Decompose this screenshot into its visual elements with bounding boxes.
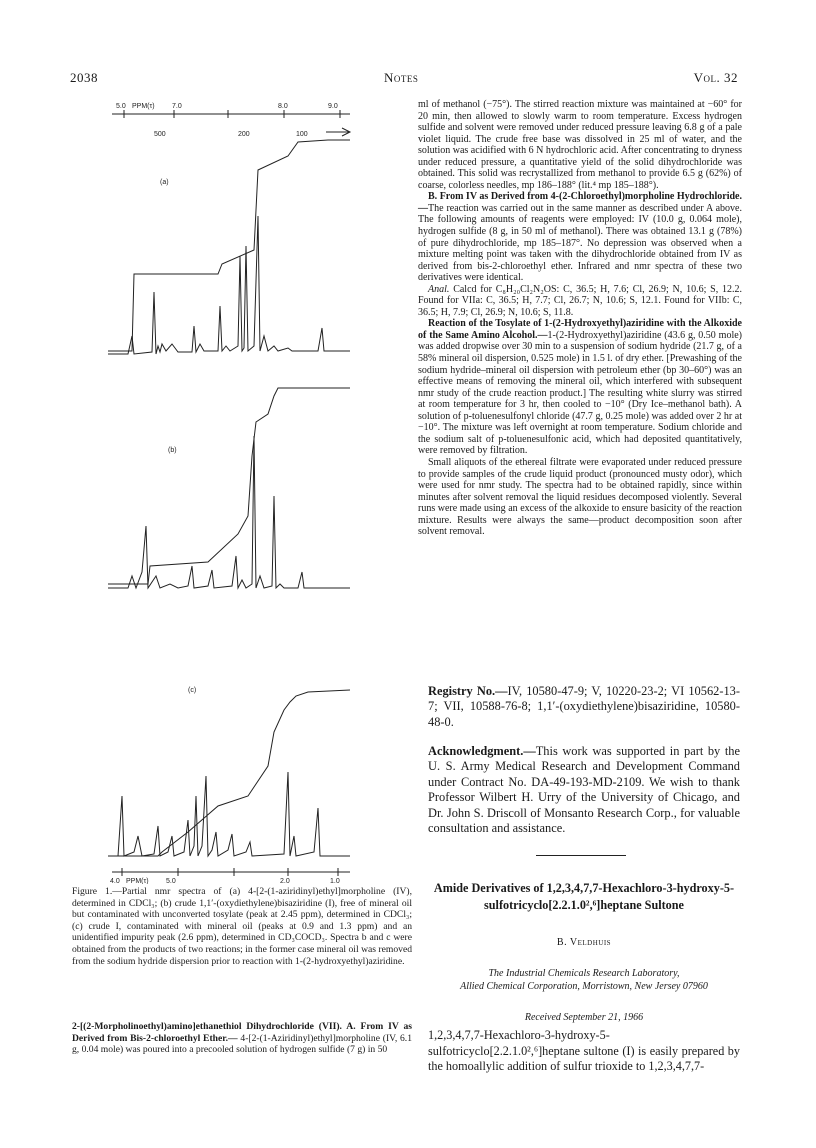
section-text: 4-[2-(1-Aziridinyl)ethyl]morpholine (IV, 6.1 g, 0.04 mole) was poured into a precooled solution of hydrogen sulfide (7 g) in 50 bbox=[72, 1032, 412, 1056]
acknowledgment bbox=[428, 744, 740, 836]
axis-a-offset-1: 200 bbox=[238, 131, 250, 138]
section-heading: 2-[(2-Morpholinoethyl)amino]ethanethiol Dihydrochloride (VII). A. From IV as Derived from Bis-2-chloroethyl Ether.— bbox=[72, 1021, 412, 1044]
axis-c-tick-0: 4.0 bbox=[110, 878, 120, 884]
registry-text: IV, 10580-47-9; V, 10220-23-2; VI 10562-13-7; VII, 10588-76-8; 1,1′-(oxydiethylene)bisaziridine, 10580-48-0. bbox=[428, 684, 740, 729]
received-date: Received September 21, 1966 bbox=[524, 1012, 644, 1023]
article-title: Amide Derivatives of 1,2,3,4,7,7-Hexachloro-3-hydroxy-5-sulfotricyclo[2.2.1.0²,⁶]heptane Sultone bbox=[433, 881, 735, 912]
paragraph-3 bbox=[418, 284, 742, 319]
spectrum-c bbox=[108, 772, 350, 856]
paragraph-5: Small aliquots of the ethereal filtrate were evaporated under reduced pressure to provide samples of the crude liquid product (pronounced musty odor), which were used for nmr study. The spectra had to be obtained rapidly, since within minutes after solvent removal the liquid residues decomposed violently. Several runs were made using an excess of the alkoxide to ensure basicity of the reaction mixture. Results were always the same—product decomposition soon after solvent removal. bbox=[418, 456, 742, 538]
paragraph-2 bbox=[418, 191, 742, 283]
axis-c-tick-4: 1.0 bbox=[330, 878, 340, 884]
registry-label: Registry No.— bbox=[428, 684, 508, 698]
integral-a bbox=[108, 140, 350, 351]
axis-a-tick-3: 8.0 bbox=[278, 103, 288, 110]
nmr-spectra-svg bbox=[88, 96, 388, 884]
panel-label-b: (b) bbox=[168, 447, 177, 454]
nmr-spectra-figure bbox=[88, 96, 388, 884]
acknowledgment-label: Acknowledgment.— bbox=[428, 744, 536, 758]
section-divider bbox=[536, 855, 626, 856]
paragraph-4-heading: Reaction of the Tosylate of 1-(2-Hydroxyethyl)aziridine with the Alkoxide of the Same Amino Alcohol.— bbox=[418, 318, 742, 341]
volume-label: Vol. 32 bbox=[693, 70, 738, 85]
axis-c-tick-2: 5.0 bbox=[166, 878, 176, 884]
anal-text: Calcd for C₈H₂₀Cl₂N₂OS: C, 36.5; H, 7.6; Cl, 26.9; N, 10.6; S, 12.2. Found for VIIa: C, 36.5; H, 7.7; Cl, 26.7; N, 10.6; S, 12.1. Found for VIIb: C, 36.5; H, 7.9; Cl, 26.9; N, 10.6; S, 11.8. bbox=[418, 283, 742, 318]
article-abstract: 1,2,3,4,7,7-Hexachloro-3-hydroxy-5-sulfotricyclo[2.2.1.0²,⁶]heptane sultone (I) is easily prepared by the homoallylic addition of sulfur trioxide to 1,2,3,4,7,7- bbox=[428, 1028, 740, 1074]
axis-a-tick-2: 7.0 bbox=[172, 103, 182, 110]
axis-a-offset-2: 100 bbox=[296, 131, 308, 138]
paragraph-4-text: 1-(2-Hydroxyethyl)aziridine (43.6 g, 0.50 mole) was added dropwise over 30 min to a suspension of sodium hydride (21.7 g, of a 58% mineral oil dispersion, 0.525 mole) in 1.5 l. of dry ether. [Prewashing of the sodium hydride–mineral oil dispersion with petroleum ether (bp 30–60°) was an effective means of removing the mineral oil, which interfered with subsequent nmr study of the crude reaction product.] The resulting white slurry was stirred at room temperature for 3 hr, then cooled to −10° (Dry Ice–methanol bath). A solution of p-toluenesulfonyl chloride (47.7 g, 0.25 mole) was added over 2 hr at −10°. The mixture was left overnight at room temperature. Sodium chloride and the sodium salt of p-toluenesulfonic acid, which had deposited quantitatively, were removed by filtration. bbox=[418, 329, 742, 457]
panel-label-c: (c) bbox=[188, 687, 197, 694]
paragraph-2-heading: B. From IV as Derived from 4-(2-Chloroethyl)morpholine Hydrochloride.— bbox=[418, 191, 742, 214]
journal-section: Notes bbox=[384, 70, 419, 85]
axis-a-tick-1: PPM(τ) bbox=[132, 103, 155, 110]
axis-a-tick-4: 9.0 bbox=[328, 103, 338, 110]
paragraph-4 bbox=[418, 318, 742, 457]
paragraph-2-text: The reaction was carried out in the same manner as described under A above. The following amounts of reagents were employed: IV (10.0 g, 0.064 mole), hydrogen sulfide (8 g, in 50 ml of methanol). There was obtained 13.1 g (78%) of pure dihydrochloride, mp 185–187°. No depression was observed when a mixture melting point was taken with the dihydrochloride obtained from IV as derived from bis-2-chloroethyl ether. Infrared and nmr spectra of these two derivatives were identical. bbox=[418, 202, 742, 284]
article-author: B. Veldhuis bbox=[556, 937, 612, 948]
acknowledgment-text: This work was supported in part by the U. S. Army Medical Research and Development Command under Contract No. DA-49-193-MD-2109. We wish to thank Professor Wilbert H. Urry of the University of Chicago, and Dr. John S. Driscoll of Monsanto Research Corp., for valuable consultation and assistance. bbox=[428, 744, 740, 836]
spectrum-a bbox=[108, 216, 350, 354]
axis-a-tick-0: 5.0 bbox=[116, 103, 126, 110]
affiliation-line-1: The Industrial Chemicals Research Laboratory, bbox=[488, 968, 680, 979]
registry-numbers bbox=[428, 684, 740, 730]
integral-c bbox=[108, 690, 350, 856]
spectrum-b bbox=[108, 436, 350, 588]
affiliation-line-2: Allied Chemical Corporation, Morristown, New Jersey 07960 bbox=[460, 981, 708, 992]
anal-label: Anal. bbox=[428, 283, 450, 295]
axis-a-offset-0: 500 bbox=[154, 131, 166, 138]
panel-label-a: (a) bbox=[160, 179, 169, 186]
left-section bbox=[72, 1021, 412, 1056]
axis-c-tick-3: 2.0 bbox=[280, 878, 290, 884]
axis-c-tick-1: PPM(τ) bbox=[126, 878, 149, 884]
page-number: 2038 bbox=[70, 70, 98, 85]
integral-b bbox=[108, 388, 350, 584]
right-column bbox=[418, 99, 742, 538]
article-affiliation bbox=[424, 967, 744, 993]
paragraph-1: ml of methanol (−75°). The stirred reaction mixture was maintained at −60° for 20 min, then allowed to slowly warm to room temperature. Excess hydrogen sulfide and solvent were removed under reduced pressure leaving 6.8 g of a pale violet liquid. The crude free base was dissolved in 25 ml of water, and the solution was acidified with 6 N hydrochloric acid. After concentrating to dryness under reduced pressure, a quantitative yield of the solid dihydrochloride was obtained. This solid was recrystallized from methanol to provide 6.5 g (62%) of coarse, colorless needles, mp 186–188° (lit.⁴ mp 185–188°). bbox=[418, 99, 742, 191]
figure-caption: Figure 1.—Partial nmr spectra of (a) 4-[2-(1-aziridinyl)ethyl]morpholine (IV), determined in CDCl₃; (b) crude 1,1′-(oxydiethylene)bisaziridine (I), free of mineral oil but contaminated with unconverted tosylate (peak at 2.45 ppm), determined in CDCl₃; (c) crude I, contaminated with mineral oil (peaks at 0.9 and 1.3 ppm) and an unidentified impurity peak (2.6 ppm), determined in CD₃COCD₃. Spectra b and c were obtained from the products of two reactions; in the former case mineral oil was removed from the sodium hydride dispersion prior to reaction with 1-(2-hydroxyethyl)aziridine. bbox=[72, 886, 412, 967]
